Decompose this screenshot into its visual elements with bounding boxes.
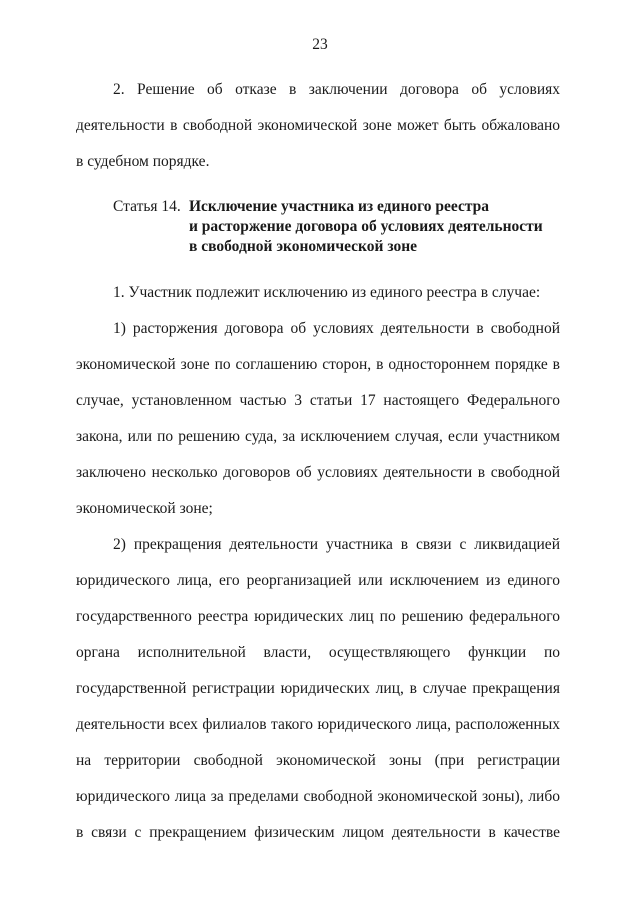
article-heading [76,197,560,257]
intro-paragraph: 2. Решение об отказе в заключении договора об условиях деятельности в свободной экономической зоне может быть обжаловано в судебном порядке. [76,81,560,170]
article-title [189,197,549,257]
article-title-line: Исключение участника из единого реестра [189,198,490,215]
page-number: 23 [312,36,328,53]
article-label: Статья 14. [113,198,181,215]
article-title-line: в свободной экономической зоне [189,238,418,255]
document-body [76,72,560,851]
article-title-line: и расторжение договора об условиях деятельности [189,218,543,235]
body-paragraph: 2) прекращения деятельности участника в связи с ликвидацией юридического лица, его реорганизацией или исключением из единого государственного реестра юридических лиц по решению федерального органа исполнительной власти, осуществляющего функции по государственной регистрации юридических лиц, в случае прекращения деятельности всех филиалов такого юридического лица, расположенных на территории свободной экономической зоны (при регистрации юридического лица за пределами свободной экономической зоны), либо в связи с прекращением физическим лицом деятельности в качестве [76,536,560,841]
body-paragraph: 1. Участник подлежит исключению из единого реестра в случае: [113,284,541,301]
body-paragraph: 1) расторжения договора об условиях деятельности в свободной экономической зоне по соглашению сторон, в одностороннем порядке в случае, установленном частью 3 статьи 17 настоящего Федерального закона, или по решению суда, за исключением случая, если участником заключено несколько договоров об условиях деятельности в свободной экономической зоне; [76,320,560,517]
